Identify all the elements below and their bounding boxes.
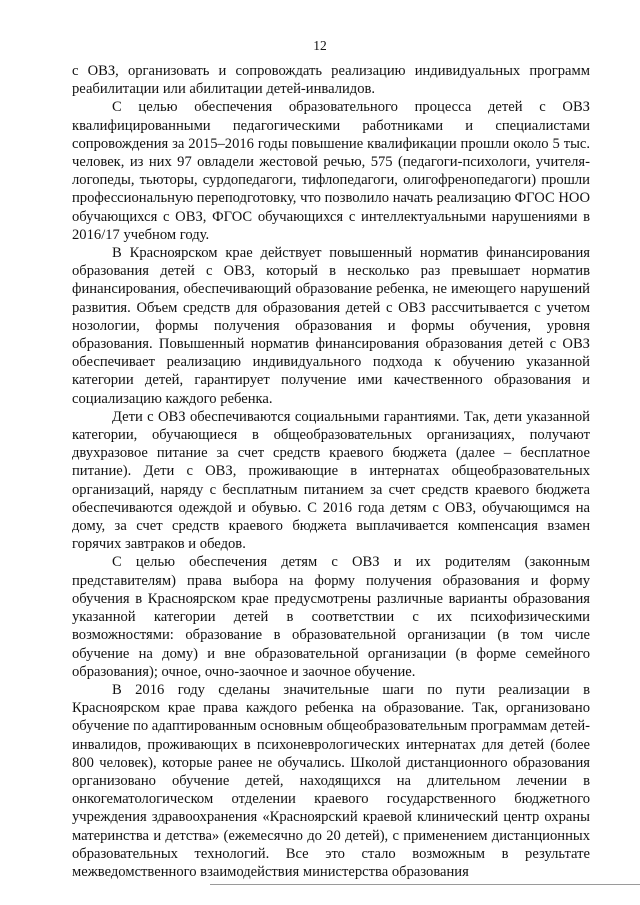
page-number: 12 xyxy=(313,38,327,53)
paragraph-education-forms: С целью обеспечения детям с ОВЗ и их родителям (законным представителям) права выбора на форму получения образования и форму обучения в Красноярском крае предусмотрены различные варианты образования указанной категории детей в соответствии с их психофизическими возможностями: образование в образовательной организации (в том числе обучение на дому) и вне образовательной организации (в форме семейного образования); очное, очно-заочное и заочное обучение. xyxy=(72,554,590,680)
scan-edge-line xyxy=(210,884,640,885)
body-text xyxy=(72,62,590,881)
paragraph-funding-norm: В Красноярском крае действует повышенный норматив финансирования образования детей с ОВЗ, который в несколько раз превышает норматив финансирования, обеспечивающий образование ребенка, не имеющего нарушений развития. Объем средств для образования детей с ОВЗ рассчитывается с учетом нозологии, формы получения образования и формы обучения, уровня образования. Повышенный норматив финансирования образования детей с ОВЗ обеспечивает реализацию индивидуального подхода к обучению указанной категории детей, гарантирует получение ими качественного образования и социализацию каждого ребенка. xyxy=(72,245,590,407)
paragraph-staff-training: С целью обеспечения образовательного процесса детей с ОВЗ квалифицированными педагогическими работниками и специалистами сопровождения за 2015–2016 годы повышение квалификации прошли около 5 тыс. человек, из них 97 овладели жестовой речью, 575 (педагоги-психологи, учителя-логопеды, тьюторы, сурдопедагоги, тифлопедагоги, олигофренопедагоги) прошли профессиональную переподготовку, что позволило начать реализацию ФГОС НОО обучающихся с ОВЗ, ФГОС обучающихся с интеллектуальными нарушениями в 2016/17 учебном году. xyxy=(72,99,590,243)
paragraph-continuation: с ОВЗ, организовать и сопровождать реализацию индивидуальных программ реабилитации или абилитации детей-инвалидов. xyxy=(72,63,590,98)
paragraph-social-guarantees: Дети с ОВЗ обеспечиваются социальными гарантиями. Так, дети указанной категории, обучающиеся в общеобразовательных организациях, получают двухразовое питание за счет средств краевого бюджета (далее – бесплатное питание). Дети с ОВЗ, проживающие в интернатах общеобразовательных организаций, наряду с бесплатным питанием за счет средств краевого бюджета обеспечиваются одеждой и обувью. С 2016 года детям с ОВЗ, обучающимся на дому, за счет средств краевого бюджета выплачивается компенсация взамен горячих завтраков и обедов. xyxy=(72,408,590,553)
paragraph-2016-progress: В 2016 году сделаны значительные шаги по пути реализации в Красноярском крае права каждого ребенка на образование. Так, организовано обучение по адаптированным основным общеобразовательным программам детей-инвалидов, проживающих в психоневрологических интернатах для детей (более 800 человек), которые ранее не обучались. Школой дистанционного образования организовано обучение детей, находящихся на длительном лечении в онкогематологическом отделении краевого государственного бюджетного учреждения здравоохранения «Красноярский краевой клинический центр охраны материнства и детства» (ежемесячно до 20 детей), с применением дистанционных образовательных технологий. Все это стало возможным в результате межведомственного взаимодействия министерства образования xyxy=(72,681,590,880)
